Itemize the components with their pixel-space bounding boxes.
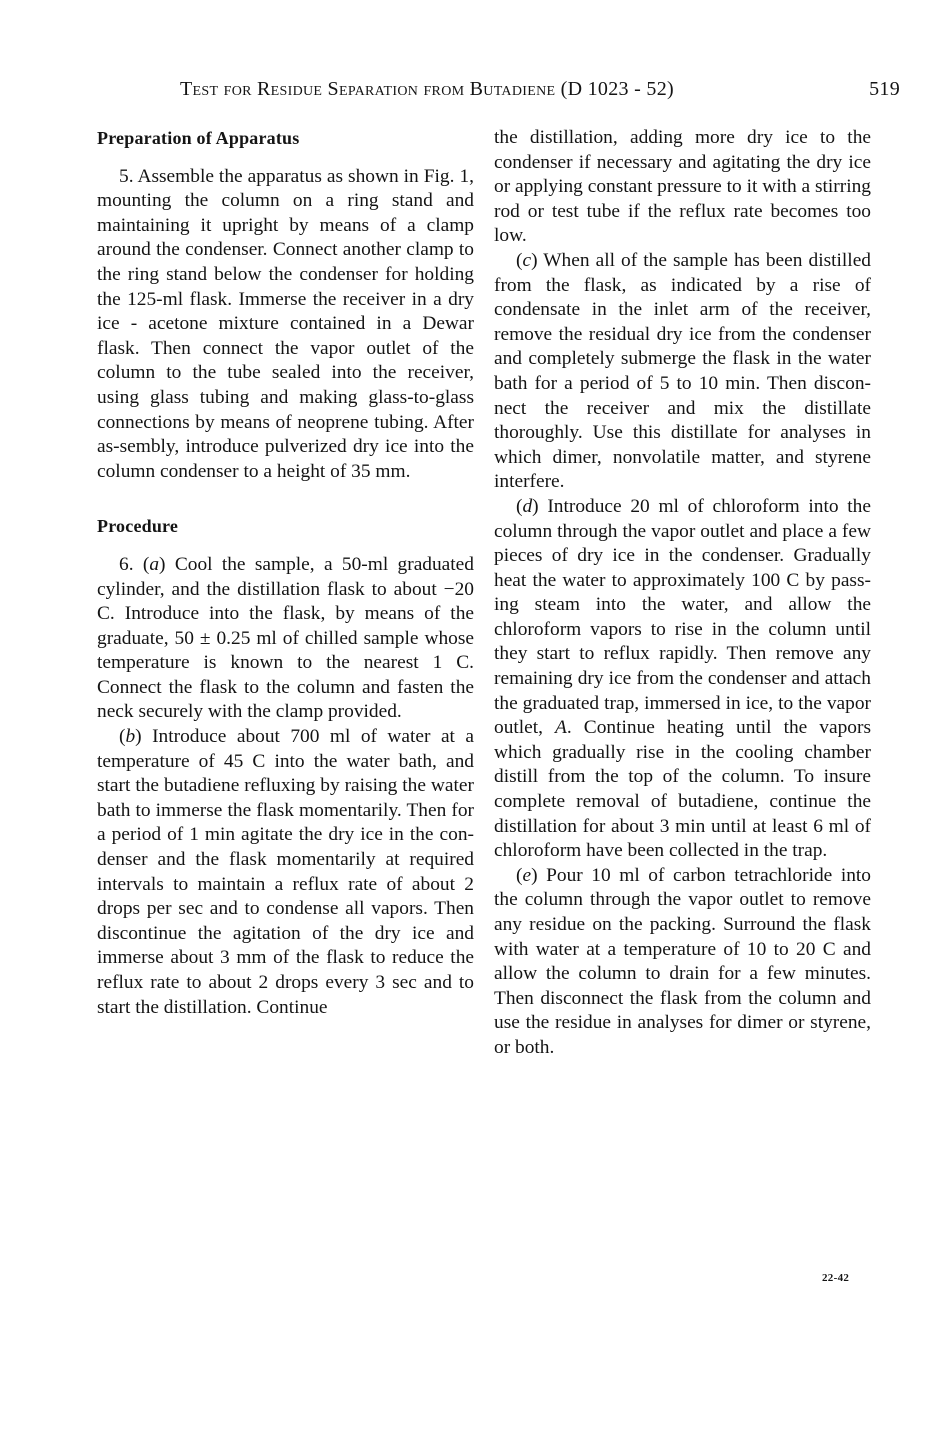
paragraph-6b-open: ( (119, 726, 126, 748)
footer-code: 22-42 (822, 1272, 850, 1284)
paragraph-e (494, 864, 871, 1061)
left-column (97, 126, 474, 1020)
paragraph-6a-number: 6. ( (119, 553, 150, 575)
heading-preparation-of-apparatus: Preparation of Apparatus (97, 128, 300, 148)
running-head-title: Test for Residue Separation from Butadiene (D 1023 - 52) (180, 78, 674, 100)
paragraph-c-letter: c (522, 249, 532, 271)
paragraph-6a-letter: a (149, 553, 160, 575)
paragraph-continued: the distillation, adding more dry ice to the condenser if necessary and agitating the dry ice or applying constant pressure to it with a stirring rod or test tube if the reflux rate becomes too low. (494, 127, 871, 247)
paragraph-d-text-2: . Continue heating until the vapors which gradually rise in the cooling chamber distill from the top of the column. To insure complete removal of butadiene, continue the distillation for about 3 min until at least 6 ml of chloroform have been collected in the trap. (494, 717, 871, 862)
page-number: 519 (869, 78, 900, 100)
paragraph-c-open: ( (516, 249, 523, 271)
running-head (180, 78, 900, 101)
paragraph-c (494, 249, 871, 495)
paragraph-e-letter: e (522, 864, 532, 886)
paragraph-6a (97, 553, 474, 725)
paragraph-c-text: ) When all of the sample has been distilled from the flask, as indicated by a rise of condensate in the inlet arm of the receiver, remove the residual dry ice from the condenser and completely submerge the flask in the water bath for a period of 5 to 10 min. Then disconnect the receiver and mix the distillate thoroughly. Use this distillate for analyses in which dimer, nonvolatile matter, and styrene interfere. (494, 249, 871, 493)
paragraph-5: 5. Assemble the apparatus as shown in Fig. 1, mounting the column on a ring stand and maintaining it upright by means of a clamp around the condenser. Connect another clamp to the ring stand below the condenser for holding the 125-ml flask. Immerse the receiver in a dry ice - acetone mixture contained in a Dewar flask. Then connect the vapor outlet of the column to the tube sealed into the receiver, using glass tubing and making glass-to-glass connections by means of neoprene tubing. After as-sembly, introduce pulverized dry ice into the column condenser to a height of 35 mm. (97, 165, 474, 482)
paragraph-e-text: ) Pour 10 ml of carbon tetrachloride into the column through the vapor outlet to remove any residue on the packing. Surround the flask with water at a temperature of 10 to 20 C and allow the column to drain for a few minutes. Then disconnect the flask from the column and use the residue in analyses for dimer or styrene, or both. (494, 864, 871, 1058)
paragraph-6b-letter: b (125, 726, 136, 748)
paragraph-6a-text: ) Cool the sample, a 50-ml graduated cylinder, and the distillation flask to about −20 C. Introduce into the flask, by means of the graduate, 50 ± 0.25 ml of chilled sample whose temperature is known to the nearest 1 C. Connect the flask to the column and fasten the neck securely with the clamp provided. (97, 553, 474, 723)
paragraph-d (494, 495, 871, 864)
paragraph-e-open: ( (516, 864, 523, 886)
heading-procedure: Procedure (97, 516, 179, 537)
paragraph-6b (97, 725, 474, 1020)
paragraph-d-text-1: ) Introduce 20 ml of chloroform into the column through the vapor outlet and place a few pieces of dry ice in the condenser. Gradually heat the water to approximately 100 C by passing steam into the water, and allow the chloroform vapors to rise in the column until they start to reflux rapidly. Then remove any remaining dry ice from the condenser and attach the graduated trap, immersed in ice, to the vapor outlet, (494, 495, 871, 739)
paragraph-d-open: ( (516, 495, 523, 517)
paragraph-6b-text: ) Introduce about 700 ml of water at a temperature of 45 C into the water bath, and start the butadiene refluxing by raising the water bath to immerse the flask momentarily. Then for a period of 1 min agitate the dry ice in the condenser and the flask momentarily at required intervals to maintain a reflux rate of about 2 drops per sec and to condense all vapors. Then discontinue the agitation of the dry ice and immerse about 3 mm of the flask to reduce the reflux rate to about 2 drops every 3 sec and to start the distillation. Continue (97, 726, 474, 1018)
paragraph-d-letter: d (522, 495, 533, 517)
paragraph-d-outlet-label: A (555, 717, 567, 739)
right-column (494, 126, 871, 1061)
